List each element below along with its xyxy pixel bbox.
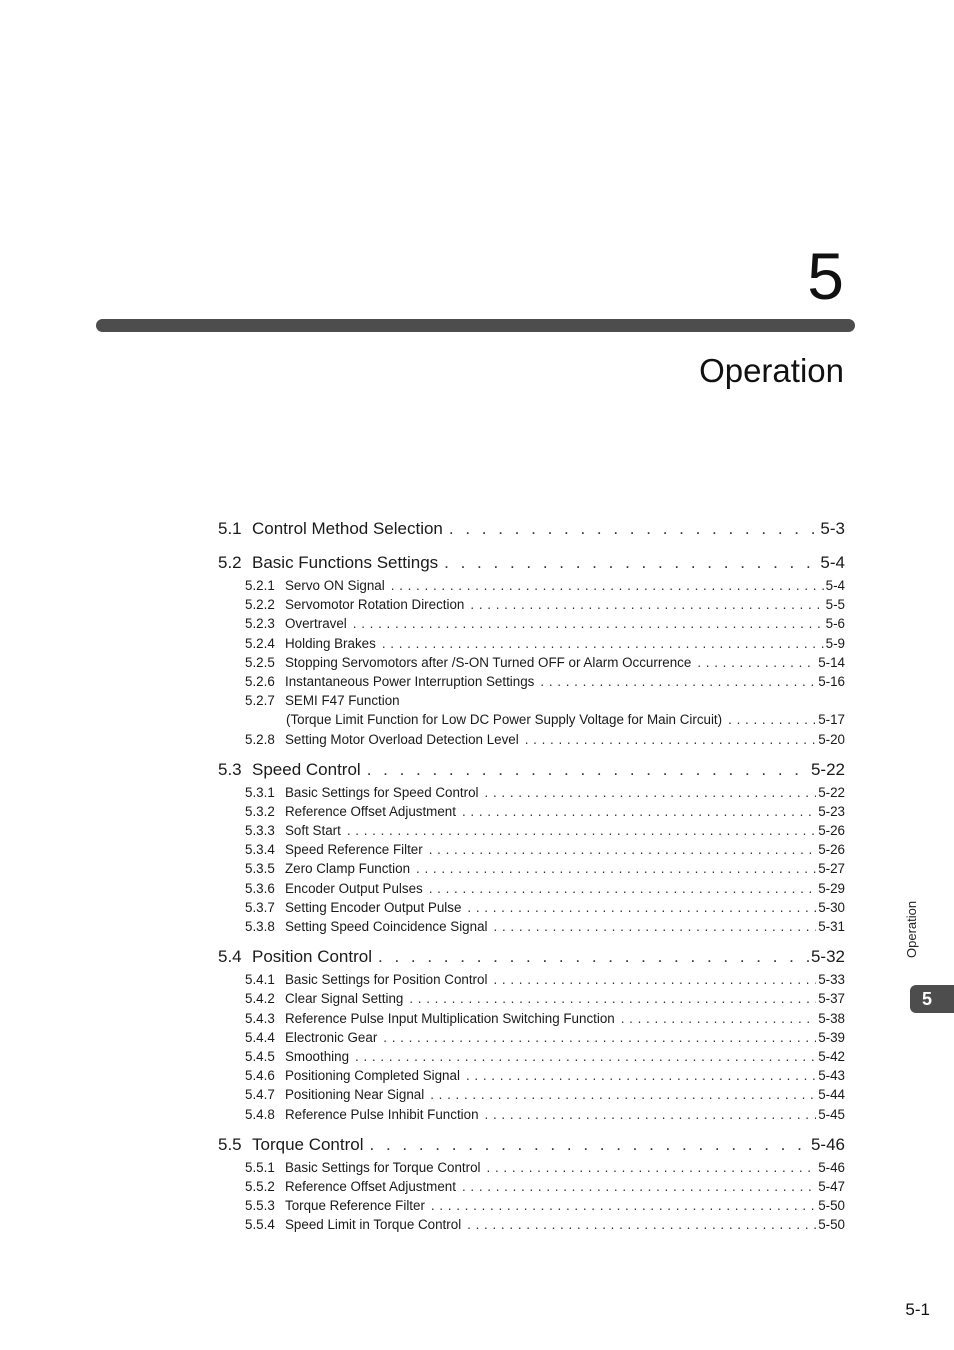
toc-subsection-title: Speed Reference Filter xyxy=(285,842,423,858)
toc-subsection-page: 5-26 xyxy=(818,842,845,858)
toc-subsection-page: 5-9 xyxy=(825,635,845,651)
toc-subsection-title: Setting Encoder Output Pulse xyxy=(285,899,462,915)
toc-subsection-page: 5-17 xyxy=(818,712,845,728)
toc-leader-dots xyxy=(431,1196,816,1215)
toc-subsection-title: Reference Pulse Inhibit Function xyxy=(285,1106,479,1122)
toc-subsection-entry[interactable] xyxy=(218,1066,845,1085)
toc-leader-dots xyxy=(355,1047,816,1066)
toc-subsection-number: 5.4.6 xyxy=(245,1068,275,1084)
toc-subsection-title-continued: (Torque Limit Function for Low DC Power Supply Voltage for Main Circuit) xyxy=(286,712,723,728)
toc-section-number: 5.5 xyxy=(218,1134,242,1154)
toc-subsection-entry[interactable] xyxy=(218,840,845,859)
toc-section-page: 5-22 xyxy=(810,759,845,779)
toc-subsection-entry[interactable] xyxy=(218,576,845,595)
toc-section-entry[interactable] xyxy=(218,757,845,783)
toc-section-title: Position Control xyxy=(252,947,373,967)
toc-leader-dots xyxy=(540,672,816,691)
toc-section-number: 5.3 xyxy=(218,759,242,779)
toc-subsection-page: 5-27 xyxy=(818,861,845,877)
side-tab-chapter-number: 5 xyxy=(910,985,954,1013)
toc-leader-dots xyxy=(485,1105,817,1124)
toc-subsection-title: Servo ON Signal xyxy=(285,578,385,593)
toc-leader-dots xyxy=(494,917,817,936)
toc-subsection-number: 5.2.1 xyxy=(245,578,275,593)
toc-leader-dots xyxy=(449,516,819,542)
toc-subsection-number: 5.2.7 xyxy=(245,693,275,709)
toc-subsection-number: 5.3.2 xyxy=(245,803,275,819)
toc-section xyxy=(218,1132,845,1235)
side-tab-label: Operation xyxy=(904,900,919,958)
toc-section-title: Torque Control xyxy=(252,1134,364,1154)
toc-section xyxy=(218,757,845,937)
toc-leader-dots xyxy=(462,802,816,821)
toc-leader-dots xyxy=(621,1009,816,1028)
toc-leader-dots xyxy=(697,653,816,672)
toc-subsection-number: 5.2.4 xyxy=(245,635,275,651)
toc-leader-dots xyxy=(367,757,809,783)
toc-subsection-number: 5.3.7 xyxy=(245,899,275,915)
toc-leader-dots xyxy=(370,1132,809,1158)
toc-section-entry[interactable] xyxy=(218,944,845,970)
toc-subsection-title: Holding Brakes xyxy=(285,635,376,651)
toc-subsection-title: Reference Pulse Input Multiplication Switching Function xyxy=(285,1010,615,1026)
toc-section-page: 5-3 xyxy=(820,519,845,538)
toc-section-number: 5.4 xyxy=(218,947,242,967)
toc-subsection-entry[interactable] xyxy=(218,1028,845,1047)
toc-subsection-number: 5.4.8 xyxy=(245,1106,275,1122)
toc-leader-dots xyxy=(378,944,809,970)
toc-leader-dots xyxy=(409,989,816,1008)
toc-leader-dots xyxy=(430,1085,816,1104)
toc-subsection-title: SEMI F47 Function xyxy=(285,693,400,709)
toc-leader-dots xyxy=(466,1066,816,1085)
toc-subsection-entry[interactable] xyxy=(218,1158,845,1177)
toc-section-title: Basic Functions Settings xyxy=(252,553,439,572)
toc-subsection-page: 5-39 xyxy=(818,1029,845,1045)
toc-subsection-page: 5-38 xyxy=(818,1010,845,1026)
toc-subsection-title: Stopping Servomotors after /S-ON Turned OFF or Alarm Occurrence xyxy=(285,654,692,670)
chapter-number: 5 xyxy=(807,239,844,313)
toc-subsection-page: 5-44 xyxy=(818,1087,845,1103)
toc-subsection-page: 5-46 xyxy=(818,1159,845,1175)
toc-leader-dots xyxy=(416,859,816,878)
toc-subsection-title: Setting Speed Coincidence Signal xyxy=(285,919,488,934)
toc-subsection-entry[interactable] xyxy=(218,879,845,898)
toc-subsection-entry[interactable] xyxy=(218,614,845,633)
toc-subsection-entry[interactable] xyxy=(218,898,845,917)
toc-subsection-title: Torque Reference Filter xyxy=(285,1198,425,1214)
toc-subsection-title: Soft Start xyxy=(285,823,341,839)
toc-subsection-entry[interactable] xyxy=(218,691,845,710)
toc-subsection-entry[interactable] xyxy=(218,1215,845,1234)
toc-leader-dots xyxy=(525,730,816,749)
toc-section xyxy=(218,516,845,542)
toc-section-number: 5.1 xyxy=(218,519,242,538)
toc-subsection-entry[interactable] xyxy=(218,1009,845,1028)
toc-subsection-number: 5.3.1 xyxy=(245,784,275,800)
toc-leader-dots xyxy=(382,634,824,653)
toc-subsection-page: 5-43 xyxy=(818,1068,845,1084)
toc-leader-dots xyxy=(353,614,824,633)
toc-subsection-title: Overtravel xyxy=(285,616,347,632)
toc-leader-dots xyxy=(467,1215,816,1234)
toc-subsection-number: 5.4.2 xyxy=(245,991,275,1007)
toc-subsection-entry[interactable] xyxy=(218,1177,845,1196)
toc-subsection-entry[interactable] xyxy=(218,989,845,1008)
toc-subsection-title: Speed Limit in Torque Control xyxy=(285,1217,462,1233)
toc-subsection-number: 5.5.2 xyxy=(245,1178,275,1194)
toc-subsection-number: 5.5.3 xyxy=(245,1198,275,1214)
toc-subsection-page: 5-37 xyxy=(818,991,845,1007)
toc-subsection-entry[interactable] xyxy=(218,917,845,936)
toc-subsection-number: 5.3.5 xyxy=(245,861,275,877)
toc-subsection-title: Servomotor Rotation Direction xyxy=(285,597,465,613)
toc-subsection-page: 5-50 xyxy=(818,1198,845,1214)
toc-subsection-entry[interactable] xyxy=(218,783,845,802)
toc-subsection-entry[interactable] xyxy=(218,802,845,821)
toc-section-number: 5.2 xyxy=(218,553,242,572)
toc-subsection-entry[interactable] xyxy=(218,859,845,878)
toc-subsection-entry[interactable] xyxy=(218,672,845,691)
toc-leader-dots xyxy=(391,576,824,595)
toc-leader-dots xyxy=(493,970,816,989)
toc-subsection-title: Basic Settings for Speed Control xyxy=(285,784,479,800)
chapter-title: Operation xyxy=(699,352,844,389)
toc-subsection-entry[interactable] xyxy=(218,730,845,749)
toc-subsection-number: 5.4.1 xyxy=(245,972,275,988)
toc-subsection-number: 5.5.4 xyxy=(245,1217,275,1233)
toc-subsection-page: 5-29 xyxy=(818,880,845,896)
toc-section-entry[interactable] xyxy=(218,516,845,542)
toc-subsection-entry[interactable] xyxy=(218,1047,845,1066)
toc-subsection-title: Setting Motor Overload Detection Level xyxy=(285,731,519,747)
toc-section-entry[interactable] xyxy=(218,550,845,576)
toc-subsection-entry[interactable] xyxy=(218,1196,845,1215)
toc-subsection-title: Encoder Output Pulses xyxy=(285,880,423,896)
toc-subsection-number: 5.2.2 xyxy=(245,597,275,613)
toc-subsection-title: Clear Signal Setting xyxy=(285,991,404,1007)
toc-subsection-title: Basic Settings for Torque Control xyxy=(285,1159,481,1175)
toc-subsection-title: Positioning Near Signal xyxy=(285,1087,425,1103)
toc-subsection-page: 5-26 xyxy=(818,823,845,839)
toc-subsection-number: 5.2.8 xyxy=(245,731,275,747)
toc-subsection-page: 5-6 xyxy=(825,616,845,632)
toc-leader-dots xyxy=(467,898,816,917)
toc-subsection-page: 5-23 xyxy=(818,803,845,819)
toc-leader-dots xyxy=(470,595,823,614)
toc-subsection-number: 5.3.8 xyxy=(245,919,275,934)
toc-subsection-entry[interactable] xyxy=(218,821,845,840)
toc-subsection-page: 5-14 xyxy=(818,654,845,670)
toc-subsection-page: 5-22 xyxy=(818,784,845,800)
toc-subsection-number: 5.3.4 xyxy=(245,842,275,858)
toc-subsection-page: 5-33 xyxy=(818,972,845,988)
toc-subsection-number: 5.2.3 xyxy=(245,616,275,632)
toc-subsection-page: 5-5 xyxy=(825,597,845,613)
toc-leader-dots xyxy=(429,879,816,898)
toc-subsection-page: 5-30 xyxy=(818,899,845,915)
toc-subsection-entry[interactable] xyxy=(218,1105,845,1124)
toc-section xyxy=(218,550,845,749)
page-number: 5-1 xyxy=(905,1300,930,1319)
toc-section-entry[interactable] xyxy=(218,1132,845,1158)
toc-subsection-continuation[interactable] xyxy=(218,710,845,729)
toc-subsection-page: 5-42 xyxy=(818,1048,845,1064)
toc-subsection-title: Reference Offset Adjustment xyxy=(285,803,456,819)
toc-subsection-number: 5.4.5 xyxy=(245,1048,275,1064)
toc-subsection-entry[interactable] xyxy=(218,634,845,653)
toc-subsection-title: Electronic Gear xyxy=(285,1029,378,1045)
toc-section-title: Control Method Selection xyxy=(252,519,443,538)
toc-leader-dots xyxy=(444,550,818,576)
toc-subsection-title: Smoothing xyxy=(285,1048,350,1064)
toc-subsection-number: 5.2.5 xyxy=(245,654,275,670)
toc-leader-dots xyxy=(462,1177,816,1196)
toc-subsection-number: 5.4.3 xyxy=(245,1010,275,1026)
chapter-divider-bar xyxy=(96,319,855,332)
toc-section-title: Speed Control xyxy=(252,759,361,779)
toc-subsection-title: Instantaneous Power Interruption Settings xyxy=(285,673,535,689)
toc-subsection-page: 5-16 xyxy=(818,673,845,689)
toc-section-page: 5-4 xyxy=(820,553,845,572)
toc-subsection-entry[interactable] xyxy=(218,653,845,672)
toc-subsection-number: 5.5.1 xyxy=(245,1159,275,1175)
toc-subsection-page: 5-47 xyxy=(818,1178,845,1194)
toc-subsection-number: 5.4.4 xyxy=(245,1029,275,1045)
toc-subsection-entry[interactable] xyxy=(218,595,845,614)
toc-subsection-title: Reference Offset Adjustment xyxy=(285,1178,456,1194)
toc-section xyxy=(218,944,845,1124)
toc-subsection-page: 5-4 xyxy=(825,578,845,593)
toc-subsection-title: Positioning Completed Signal xyxy=(285,1068,460,1084)
toc-subsection-title: Zero Clamp Function xyxy=(285,861,411,877)
toc-section-page: 5-32 xyxy=(810,947,845,967)
toc-section-page: 5-46 xyxy=(810,1134,845,1154)
table-of-contents xyxy=(218,516,845,1242)
toc-subsection-number: 5.2.6 xyxy=(245,673,275,689)
toc-leader-dots xyxy=(347,821,816,840)
toc-subsection-number: 5.3.6 xyxy=(245,880,275,896)
toc-subsection-entry[interactable] xyxy=(218,1085,845,1104)
toc-subsection-title: Basic Settings for Position Control xyxy=(285,972,488,988)
toc-subsection-number: 5.3.3 xyxy=(245,823,275,839)
toc-subsection-number: 5.4.7 xyxy=(245,1087,275,1103)
toc-subsection-page: 5-45 xyxy=(818,1106,845,1122)
toc-subsection-page: 5-31 xyxy=(818,919,845,934)
toc-leader-dots xyxy=(429,840,816,859)
toc-leader-dots xyxy=(487,1158,817,1177)
toc-subsection-page: 5-20 xyxy=(818,731,845,747)
toc-leader-dots xyxy=(728,710,816,729)
toc-leader-dots xyxy=(485,783,817,802)
toc-subsection-entry[interactable] xyxy=(218,970,845,989)
toc-subsection-page: 5-50 xyxy=(818,1217,845,1233)
toc-leader-dots xyxy=(383,1028,816,1047)
